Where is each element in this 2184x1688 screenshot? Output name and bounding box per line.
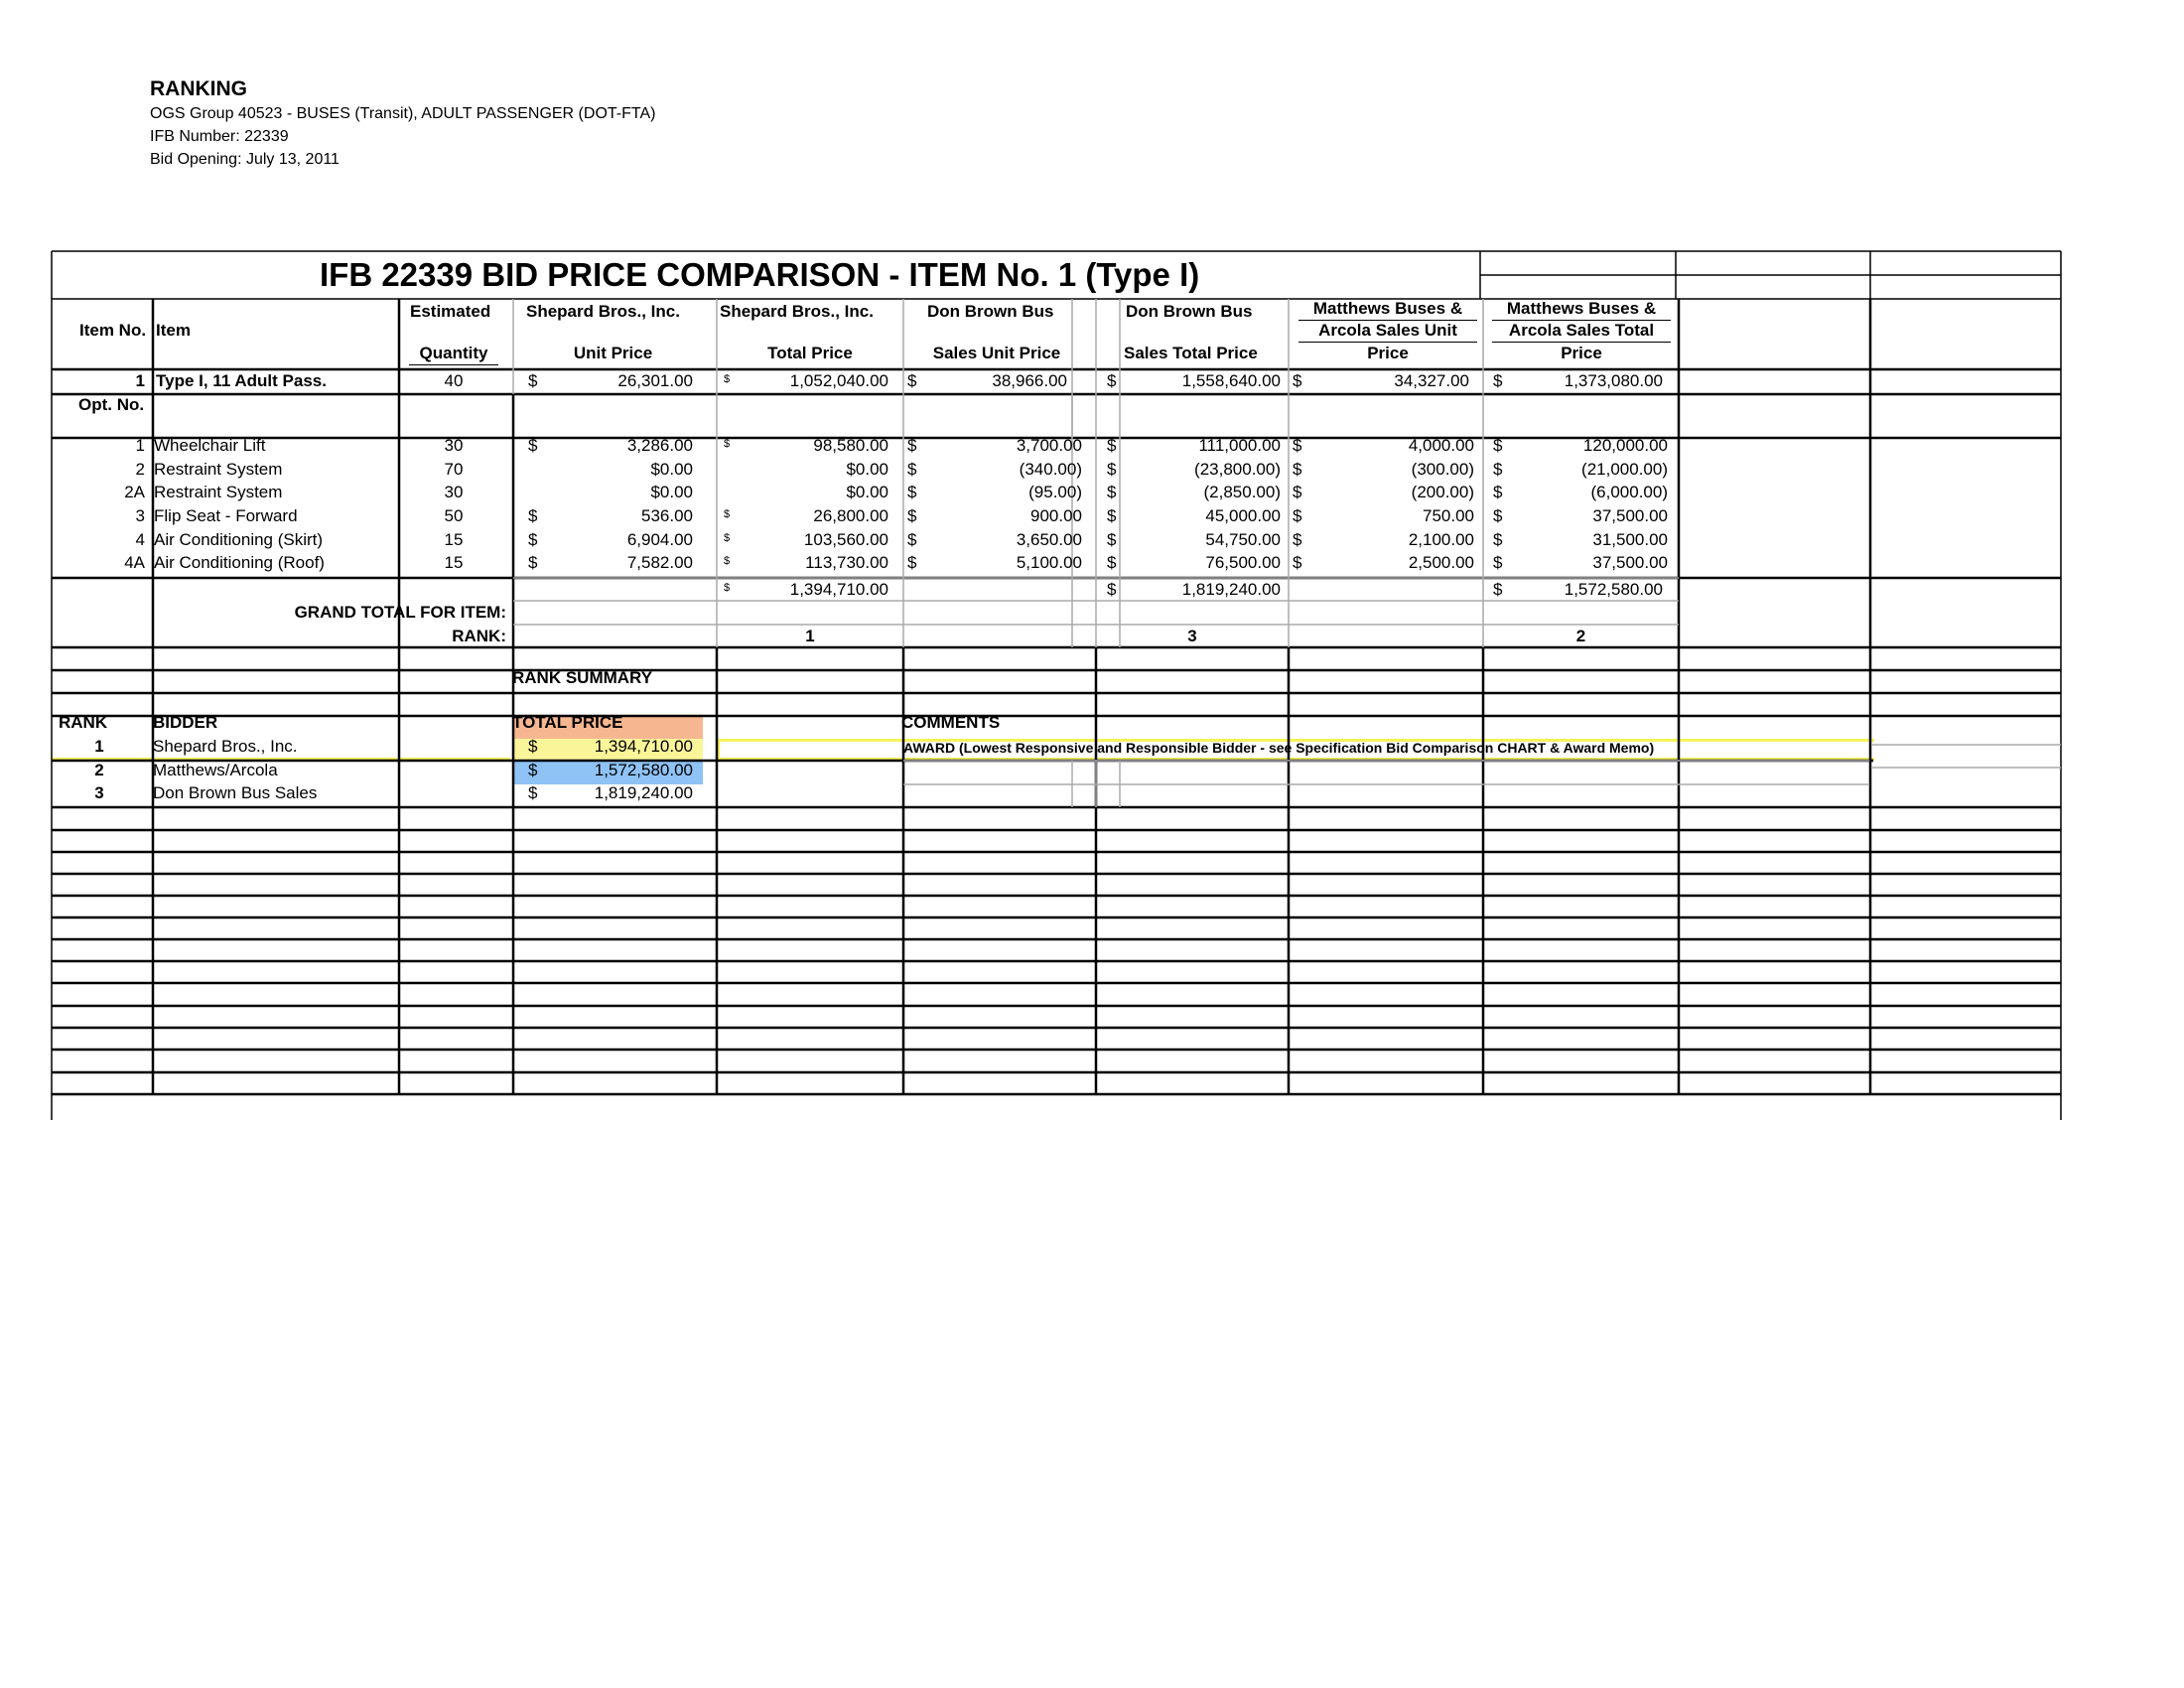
option-c6: (6,000.00) [1590, 483, 1668, 501]
option-no: 4 [135, 530, 145, 549]
currency-symbol: $ [1107, 506, 1117, 525]
summary-bidder: Don Brown Bus Sales [153, 783, 318, 802]
header-c3-top: Don Brown Bus [927, 302, 1054, 321]
option-c6: 37,500.00 [1592, 506, 1668, 525]
rank-summary-title: RANK SUMMARY [512, 668, 653, 687]
summary-rank: 2 [94, 761, 104, 779]
opt-no-label: Opt. No. [78, 395, 145, 414]
currency-symbol: $ [1493, 553, 1503, 572]
header-qty-top: Estimated [410, 302, 491, 321]
option-c1: 3,286.00 [626, 436, 693, 455]
currency-symbol: $ [1107, 483, 1117, 501]
header-c6-line1: Matthews Buses & [1492, 298, 1671, 321]
currency-symbol: $ [1493, 483, 1503, 501]
currency-symbol: $ [724, 582, 731, 594]
summary-comment: AWARD (Lowest Responsive and Responsible Bidder - see Specification Bid Comparison CHART & Award Memo) [903, 740, 1655, 756]
option-name: Wheelchair Lift [154, 436, 266, 455]
currency-symbol: $ [1493, 371, 1503, 390]
summary-bidder: Shepard Bros., Inc. [153, 737, 298, 756]
option-c6: 37,500.00 [1592, 553, 1668, 572]
currency-symbol: $ [907, 436, 917, 455]
total-shepard: 1,394,710.00 [789, 580, 888, 599]
rank-matthews: 2 [1575, 627, 1586, 645]
currency-symbol: $ [724, 508, 731, 520]
option-c2: $0.00 [846, 483, 888, 501]
currency-symbol: $ [528, 761, 538, 779]
option-c5: 4,000.00 [1408, 436, 1474, 455]
header-c6-line2: Arcola Sales Total [1492, 320, 1671, 343]
header-c5-line2: Arcola Sales Unit [1298, 320, 1477, 343]
header-c3-bottom: Sales Unit Price [932, 344, 1061, 362]
option-c4: 76,500.00 [1205, 553, 1281, 572]
main-item-c3: 38,966.00 [992, 371, 1067, 390]
option-c4: 54,750.00 [1205, 530, 1281, 549]
currency-symbol: $ [1493, 506, 1503, 525]
main-item-name: Type I, 11 Adult Pass. [156, 371, 327, 390]
option-c4: 111,000.00 [1198, 436, 1281, 455]
currency-symbol: $ [1293, 530, 1302, 549]
currency-symbol: $ [528, 436, 538, 455]
summary-total: 1,572,580.00 [594, 761, 693, 779]
summary-total: 1,394,710.00 [594, 737, 693, 756]
main-item-c5: 34,327.00 [1394, 371, 1469, 390]
main-item-qty: 40 [444, 371, 464, 390]
option-no: 4A [124, 553, 145, 572]
option-no: 2 [135, 460, 145, 479]
summary-col-total: TOTAL PRICE [512, 713, 623, 732]
grand-total-label: GRAND TOTAL FOR ITEM: [294, 603, 506, 622]
currency-symbol: $ [1107, 371, 1117, 390]
currency-symbol: $ [1493, 436, 1503, 455]
total-donbrown: 1,819,240.00 [1181, 580, 1281, 599]
header-c1-bottom: Unit Price [573, 344, 653, 362]
option-no: 2A [124, 483, 145, 501]
summary-total: 1,819,240.00 [594, 783, 693, 802]
rank-donbrown: 3 [1187, 627, 1197, 645]
currency-symbol: $ [724, 532, 731, 544]
option-c2: 98,580.00 [813, 436, 888, 455]
opening-line: Bid Opening: July 13, 2011 [150, 151, 340, 168]
option-name: Air Conditioning (Roof) [154, 553, 325, 572]
currency-symbol: $ [1293, 460, 1302, 479]
currency-symbol: $ [724, 555, 731, 567]
currency-symbol: $ [1493, 580, 1503, 599]
currency-symbol: $ [1293, 436, 1302, 455]
option-qty: 30 [444, 483, 464, 501]
header-qty-bottom: Quantity [409, 343, 498, 365]
option-c1: 536.00 [641, 506, 693, 525]
option-c6: 31,500.00 [1592, 530, 1668, 549]
option-c2: 103,560.00 [803, 530, 888, 549]
main-item-no: 1 [135, 371, 145, 390]
header-c6-line3: Price [1561, 344, 1602, 362]
option-name: Restraint System [154, 483, 283, 501]
option-c5: (300.00) [1411, 460, 1474, 479]
currency-symbol: $ [1493, 460, 1503, 479]
option-c1: $0.00 [650, 460, 693, 479]
currency-symbol: $ [1107, 530, 1117, 549]
option-qty: 50 [444, 506, 464, 525]
main-item-c4: 1,558,640.00 [1181, 371, 1281, 390]
header-c4-bottom: Sales Total Price [1124, 344, 1258, 362]
summary-bidder: Matthews/Arcola [153, 761, 278, 779]
summary-col-bidder: BIDDER [153, 713, 218, 732]
option-c2: $0.00 [846, 460, 888, 479]
currency-symbol: $ [907, 371, 917, 390]
currency-symbol: $ [1107, 553, 1117, 572]
option-c5: 2,100.00 [1408, 530, 1474, 549]
currency-symbol: $ [907, 530, 917, 549]
option-c5: (200.00) [1411, 483, 1474, 501]
option-c4: 45,000.00 [1205, 506, 1281, 525]
option-c3: 900.00 [1030, 506, 1082, 525]
option-c1: $0.00 [650, 483, 693, 501]
currency-symbol: $ [1293, 483, 1302, 501]
currency-symbol: $ [1493, 530, 1503, 549]
option-c6: (21,000.00) [1581, 460, 1668, 479]
header-c1-top: Shepard Bros., Inc. [526, 302, 680, 321]
option-c4: (23,800.00) [1194, 460, 1281, 479]
option-c6: 120,000.00 [1582, 436, 1668, 455]
currency-symbol: $ [1293, 506, 1302, 525]
option-name: Restraint System [154, 460, 283, 479]
option-c3: (95.00) [1028, 483, 1082, 501]
ifb-line: IFB Number: 22339 [150, 128, 289, 145]
header-c5-line1: Matthews Buses & [1298, 298, 1477, 321]
rank-label: RANK: [452, 627, 506, 645]
currency-symbol: $ [724, 438, 731, 450]
currency-symbol: $ [528, 530, 538, 549]
main-item-c2: 1,052,040.00 [789, 371, 888, 390]
rank-shepard: 1 [805, 627, 815, 645]
option-qty: 70 [444, 460, 464, 479]
currency-symbol: $ [907, 460, 917, 479]
option-qty: 15 [444, 530, 464, 549]
summary-rank: 3 [94, 783, 104, 802]
option-qty: 15 [444, 553, 464, 572]
currency-symbol: $ [1107, 460, 1117, 479]
header-c2-bottom: Total Price [767, 344, 853, 362]
header-c4-top: Don Brown Bus [1126, 302, 1253, 321]
option-c4: (2,850.00) [1203, 483, 1281, 501]
main-item-c1: 26,301.00 [617, 371, 693, 390]
option-name: Air Conditioning (Skirt) [154, 530, 324, 549]
total-matthews: 1,572,580.00 [1564, 580, 1663, 599]
option-c3: 5,100.00 [1016, 553, 1082, 572]
option-qty: 30 [444, 436, 464, 455]
summary-rank: 1 [94, 737, 104, 756]
group-line: OGS Group 40523 - BUSES (Transit), ADULT PASSENGER (DOT-FTA) [150, 105, 656, 122]
option-no: 1 [135, 436, 145, 455]
option-c5: 2,500.00 [1408, 553, 1474, 572]
currency-symbol: $ [907, 483, 917, 501]
currency-symbol: $ [528, 371, 538, 390]
option-name: Flip Seat - Forward [154, 506, 298, 525]
heading: RANKING [150, 77, 247, 100]
option-no: 3 [135, 506, 145, 525]
currency-symbol: $ [528, 506, 538, 525]
header-item-no: Item No. [79, 321, 147, 340]
header-c5-line3: Price [1367, 344, 1409, 362]
option-c3: (340.00) [1019, 460, 1082, 479]
option-c1: 7,582.00 [626, 553, 693, 572]
header-c2-top: Shepard Bros., Inc. [720, 302, 874, 321]
currency-symbol: $ [724, 373, 731, 385]
option-c5: 750.00 [1423, 506, 1474, 525]
option-c3: 3,700.00 [1016, 436, 1082, 455]
currency-symbol: $ [528, 783, 538, 802]
summary-col-rank: RANK [59, 713, 108, 732]
currency-symbol: $ [1107, 436, 1117, 455]
option-c3: 3,650.00 [1016, 530, 1082, 549]
table-title: IFB 22339 BID PRICE COMPARISON - ITEM No. 1 (Type I) [320, 256, 1200, 293]
summary-col-comments: COMMENTS [901, 713, 1001, 732]
option-c2: 113,730.00 [805, 553, 888, 572]
currency-symbol: $ [907, 506, 917, 525]
currency-symbol: $ [1293, 371, 1302, 390]
header-item: Item [156, 321, 191, 340]
main-item-c6: 1,373,080.00 [1564, 371, 1663, 390]
currency-symbol: $ [907, 553, 917, 572]
option-c2: 26,800.00 [813, 506, 888, 525]
option-c1: 6,904.00 [626, 530, 693, 549]
currency-symbol: $ [528, 553, 538, 572]
currency-symbol: $ [1293, 553, 1302, 572]
currency-symbol: $ [528, 737, 538, 756]
currency-symbol: $ [1107, 580, 1117, 599]
